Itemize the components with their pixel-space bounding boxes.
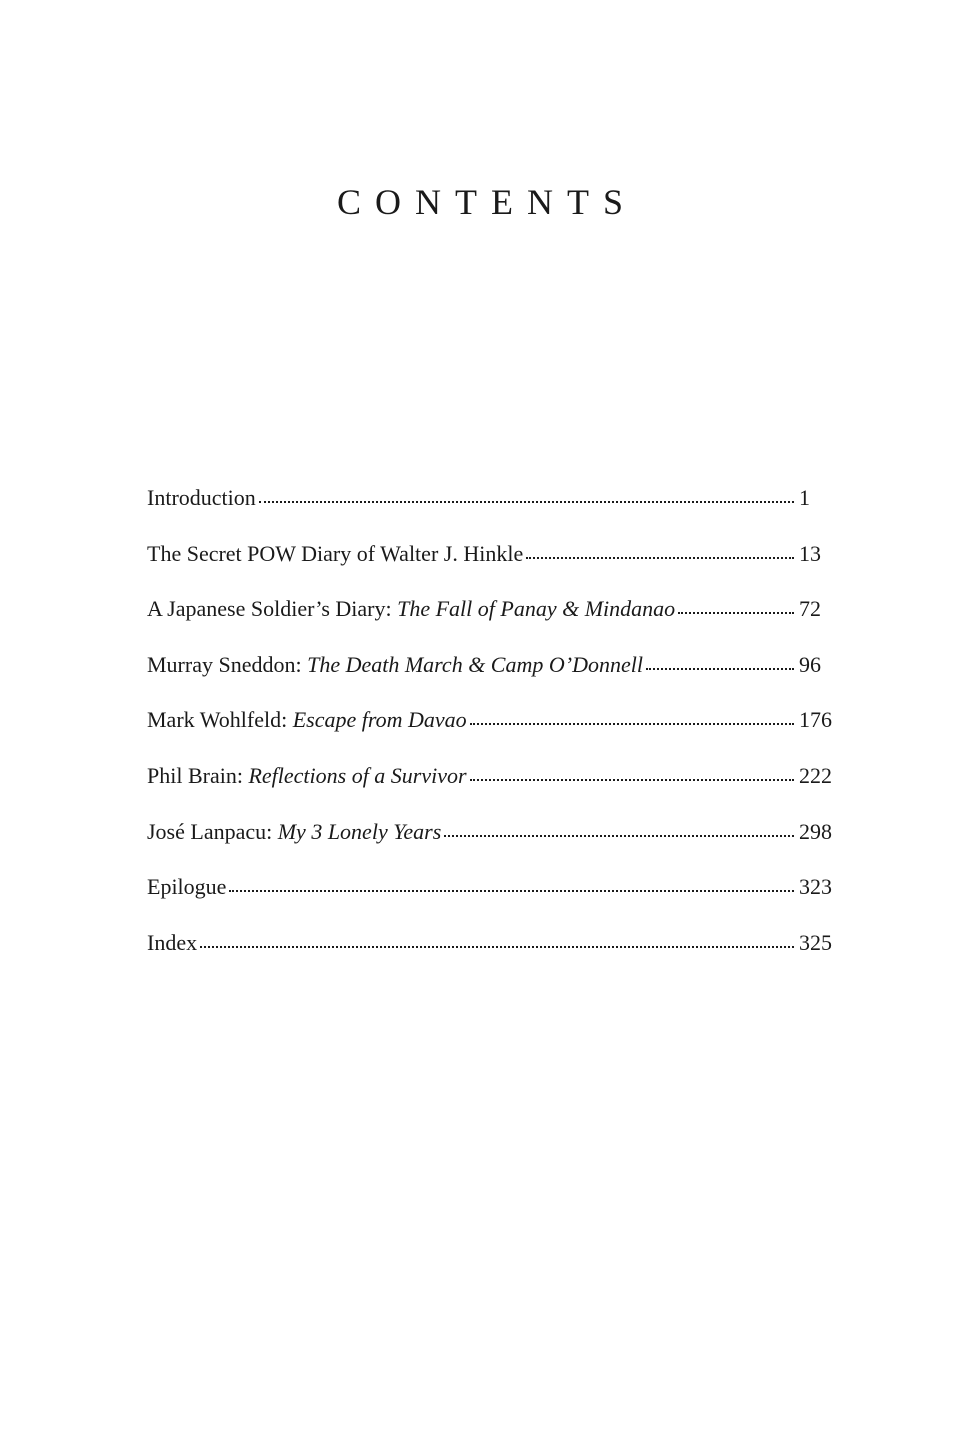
toc-entry-title: Mark Wohlfeld: Escape from Davao bbox=[147, 707, 467, 733]
toc-entry-japanese-soldier-diary bbox=[147, 591, 833, 647]
toc-entry-lanpacu bbox=[147, 814, 833, 870]
toc-entry-brain bbox=[147, 758, 833, 814]
toc-page-number: 13 bbox=[799, 540, 821, 566]
toc-page-number: 222 bbox=[799, 762, 832, 788]
toc-entry-hinkle-diary bbox=[147, 536, 833, 592]
toc-entry-title: Murray Sneddon: The Death March & Camp O’Donnell bbox=[147, 651, 643, 677]
dot-leader bbox=[229, 874, 794, 894]
dot-leader bbox=[470, 707, 794, 727]
toc-page-number: 1 bbox=[799, 485, 810, 510]
toc-page-number: 72 bbox=[799, 596, 821, 622]
toc-page-number: 96 bbox=[799, 651, 821, 677]
table-of-contents bbox=[147, 480, 833, 980]
toc-entry-title: Introduction bbox=[147, 485, 256, 510]
toc-entry-title: Phil Brain: Reflections of a Survivor bbox=[147, 762, 467, 788]
toc-entry-epilogue bbox=[147, 869, 833, 925]
toc-entry-index bbox=[147, 925, 833, 981]
dot-leader bbox=[259, 485, 794, 505]
toc-entry-introduction bbox=[147, 480, 833, 536]
toc-entry-title: José Lanpacu: My 3 Lonely Years bbox=[147, 818, 442, 844]
dot-leader bbox=[470, 763, 794, 783]
toc-entry-title: The Secret POW Diary of Walter J. Hinkle bbox=[147, 540, 524, 566]
toc-entry-sneddon bbox=[147, 647, 833, 703]
toc-entry-title: Index bbox=[147, 929, 198, 955]
toc-page-number: 176 bbox=[799, 707, 832, 733]
toc-page-number: 325 bbox=[799, 929, 832, 955]
toc-entry-title: A Japanese Soldier’s Diary: The Fall of Panay & Mindanao bbox=[147, 596, 676, 622]
toc-page-number: 298 bbox=[799, 818, 832, 844]
dot-leader bbox=[200, 930, 794, 950]
toc-entry-wohlfeld bbox=[147, 702, 833, 758]
dot-leader bbox=[678, 596, 794, 616]
dot-leader bbox=[526, 541, 794, 561]
dot-leader bbox=[444, 819, 794, 839]
toc-page-number: 323 bbox=[799, 874, 832, 900]
dot-leader bbox=[646, 652, 794, 672]
page-title: CONTENTS bbox=[337, 182, 637, 222]
toc-entry-title: Epilogue bbox=[147, 874, 227, 900]
